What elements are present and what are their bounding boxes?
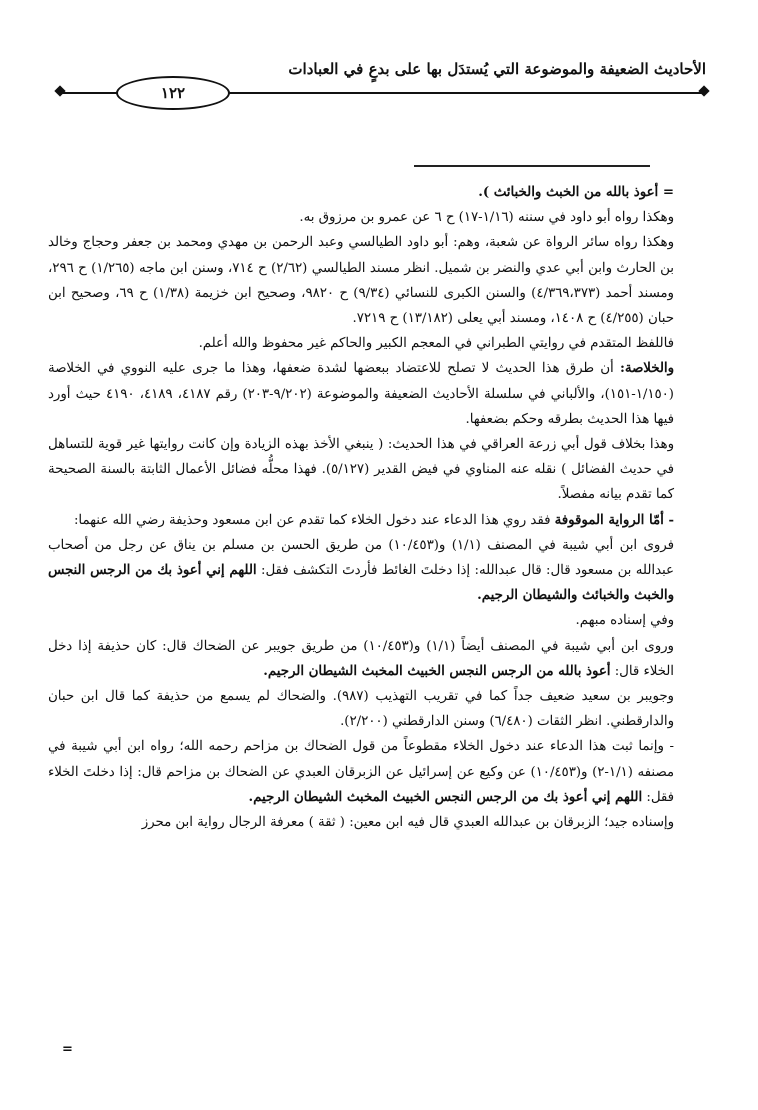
paragraph [48,205,674,230]
bold-text: اللهم إني أعوذ بك من الرجس النجس والخبث والخبائث والشيطان الرجيم. [48,563,674,604]
continuation-mark: = [62,1042,73,1057]
diamond-ornament-icon [54,85,65,96]
paragraph [48,230,674,331]
footnote-text [48,180,674,835]
bold-text: والخلاصة: [619,361,674,377]
paragraph [48,432,674,508]
bold-text: اللهم إني أعوذ بك من الرجس النجس الخبيث المخبث الشيطان الرجيم. [248,789,643,805]
bold-text: = أعوذ بالله من الخبث والخبائث ). [478,185,674,200]
paragraph [48,634,674,684]
text-run: أن طرق هذا الحديث لا تصلح للاعتضاد ببعضها لشدة ضعفها، وهذا ما جرى عليه النووي في الخلاصة (١/١٥٠-١٥١)، والألباني في سلسلة الأحاديث الضعيفة والموضوعة (٩/٢٠٢-٢٠٣) رقم ٤١٨٧، ٤١٨٩، ٤١٩٠ حيث أورد فيها هذا الحديث بطرقه وحكم بضعفها. [48,361,674,427]
page-number: ١٢٢ [116,76,230,110]
text-run: - وإنما ثبت هذا الدعاء عند دخول الخلاء مقطوعاً من قول الضحاك بن مزاحم رحمه الله؛ رواه ابن أبي شيبة في مصنفه (١/١-٢) و(١٠/٤٥٣) عن وكيع عن إسرائيل عن الزبرقان العبدي عن الضحاك بن مزاحم قال: إذا دخلتَ الخلاء فقل: [48,739,674,805]
paragraph [48,684,674,734]
text-run: وإسناده جيد؛ الزبرقان بن عبدالله العبدي قال فيه ابن معين: ( ثقة ) معرفة الرجال رواية ابن محرز [141,815,674,831]
text-run: فاللفظ المتقدم في روايتي الطبراني في المعجم الكبير والحاكم غير محفوظ والله أعلم. [198,336,674,352]
text-run: فروى ابن أبي شيبة في المصنف (١/١) و(١٠/٤٥٣) من طريق الحسن بن مسلم بن يناق عن رجل من أصحاب عبدالله بن مسعود قال: قال عبدالله: إذا دخلتَ الغائط فأردتَ التكشف فقل: [48,537,674,579]
paragraph [48,356,674,432]
paragraph [48,533,674,609]
text-run: وهكذا رواه أبو داود في سننه (١/١٦-١٧) ح ٦ عن عمرو بن مرزوق به. [299,210,674,226]
page-header [58,58,706,106]
paragraph [48,331,674,356]
text-run: وروى ابن أبي شيبة في المصنف أيضاً (١/١) و(١٠/٤٥٣) من طريق جويبر عن الضحاك قال: كان حذيفة إذا دخل الخلاء قال: [48,638,674,679]
paragraph [48,180,674,205]
text-run: وهكذا رواه سائر الرواة عن شعبة، وهم: أبو داود الطيالسي وعبد الرحمن بن مهدي ومحمد بن جعفر وحجاج وخالد بن الحارث وابن أبي عدي والنضر بن شميل. انظر مسند الطيالسي (٢/٦٢) ح ٧١٤، وسنن ابن ماجه (١/٢٦٥) ح ٢٩٦، ومسند أحمد (٤/٣٦٩،٣٧٣) والسنن الكبرى للنسائي (٩/٣٤) ح ٩٨٢٠، وصحيح ابن خزيمة (١/٣٨) ح ٦٩، وصحيح ابن حبان (٤/٢٥٥) ح ١٤٠٨، ومسند أبي يعلى (١٣/١٨٢) ح ٧٢١٩. [48,235,674,327]
text-run: وجويبر بن سعيد ضعيف جداً كما في تقريب التهذيب (٩٨٧). والضحاك لم يسمع من حذيفة كما قال ابن حبان والدارقطني. انظر الثقات (٦/٤٨٠) وسنن الدارقطني (٢/٢٠٠). [48,689,674,730]
footnote-separator [414,165,650,167]
running-header-title: الأحاديث الضعيفة والموضوعة التي يُستدَل بها على بدعٍ في العبادات [288,60,706,78]
paragraph [48,810,674,835]
diamond-ornament-icon [698,85,709,96]
bold-text: أعوذ بالله من الرجس النجس الخبيث المخبث الشيطان الرجيم. [263,663,611,679]
paragraph [48,734,674,810]
text-run: فقد روي هذا الدعاء عند دخول الخلاء كما تقدم عن ابن مسعود وحذيفة رضي الله عنهما: [73,512,555,528]
paragraph [48,608,674,633]
paragraph [48,508,674,533]
bold-text: - أمّا الرواية الموقوفة [554,512,674,528]
text-run: وهذا بخلاف قول أبي زرعة العراقي في هذا الحديث: ( ينبغي الأخذ بهذه الزيادة وإن كانت روايتها غير قوية للتساهل في حديث الفضائل ) نقله عنه المناوي في فيض القدير (٥/١٢٧). فهذا محلُّه فضائل الأعمال الثابتة بالسنة الصحيحة كما تقدم بيانه مفصلاً. [48,437,674,503]
text-run: وفي إسناده مبهم. [575,613,674,629]
